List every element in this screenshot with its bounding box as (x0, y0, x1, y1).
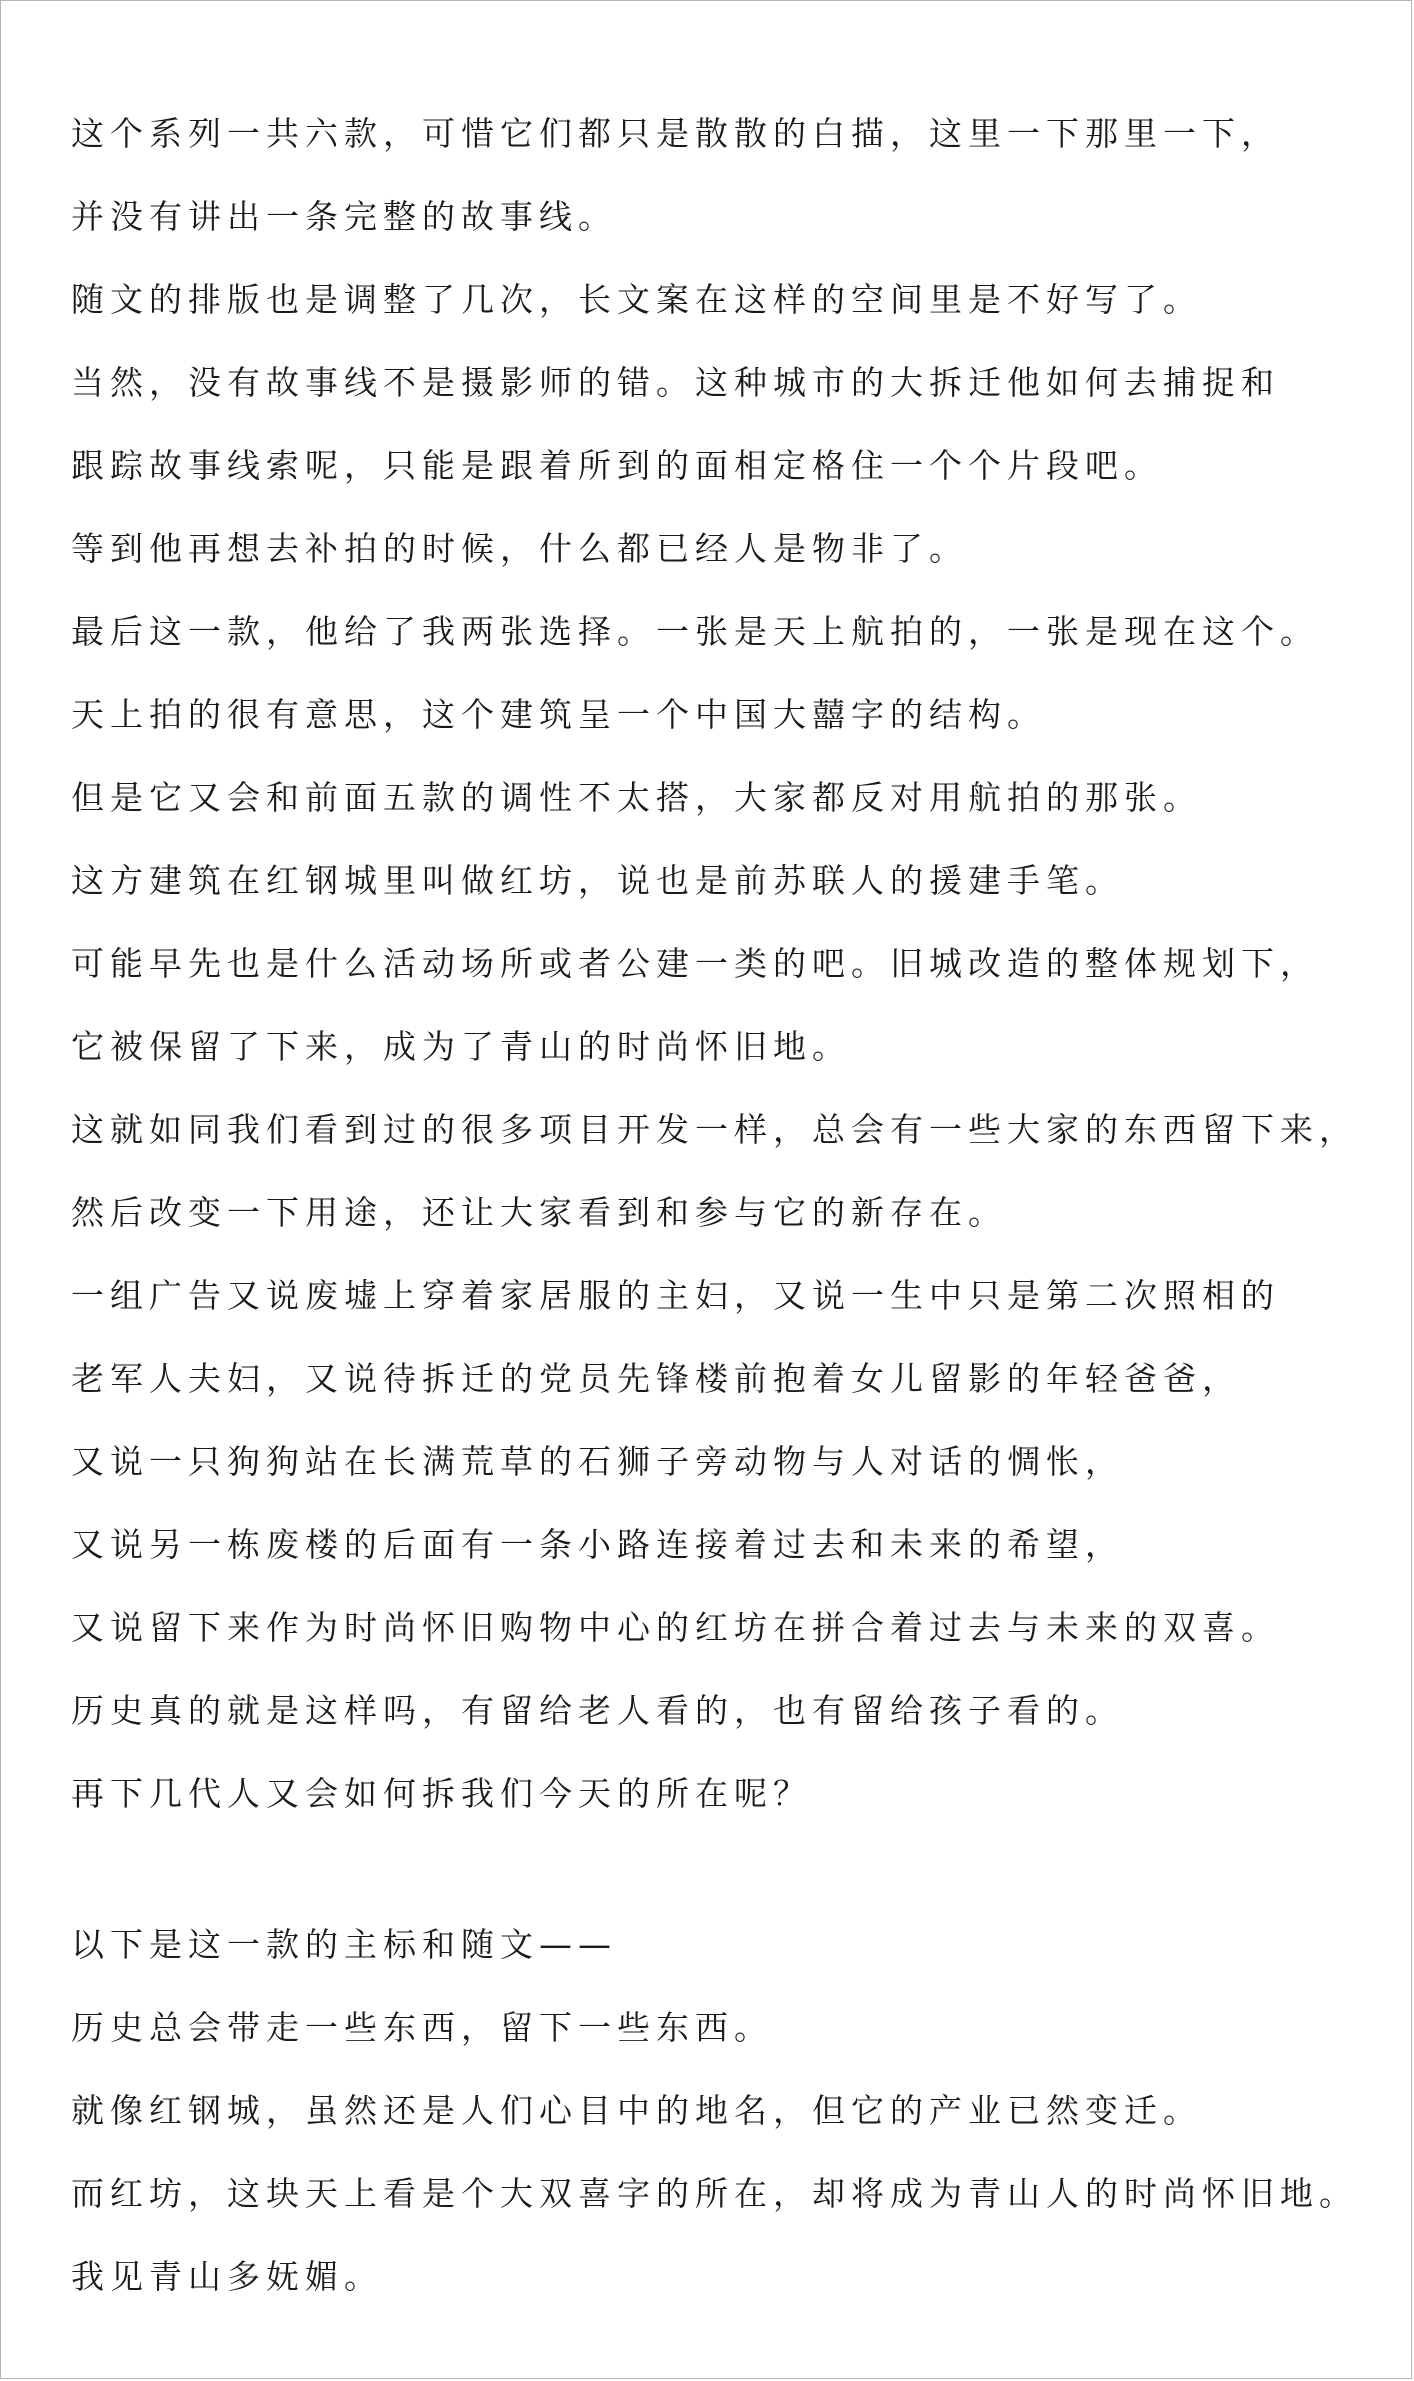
headline-line: 历史总会带走一些东西，留下一些东西。 (71, 2008, 773, 2047)
paragraph-line: 又说留下来作为时尚怀旧购物中心的红坊在拼合着过去与未来的双喜。 (71, 1608, 1280, 1647)
paragraph-line: 并没有讲出一条完整的故事线。 (71, 197, 617, 236)
paragraph-line: 这方建筑在红钢城里叫做红坊，说也是前苏联人的援建手笔。 (71, 861, 1124, 900)
paragraph-line: 当然，没有故事线不是摄影师的错。这种城市的大拆迁他如何去捕捉和 (71, 363, 1280, 402)
paragraph-line: 历史真的就是这样吗，有留给老人看的，也有留给孩子看的。 (71, 1691, 1124, 1730)
paragraph-line: 老军人夫妇，又说待拆迁的党员先锋楼前抱着女儿留影的年轻爸爸， (71, 1359, 1241, 1398)
paragraph-line: 天上拍的很有意思，这个建筑呈一个中国大囍字的结构。 (71, 695, 1046, 734)
closing-line: 我见青山多妩媚。 (71, 2257, 383, 2296)
paragraph-line: 又说一只狗狗站在长满荒草的石狮子旁动物与人对话的惆怅， (71, 1442, 1124, 1481)
paragraph-line: 又说另一栋废楼的后面有一条小路连接着过去和未来的希望， (71, 1525, 1124, 1564)
paragraph-line: 一组广告又说废墟上穿着家居服的主妇，又说一生中只是第二次照相的 (71, 1276, 1280, 1315)
paragraph-line: 最后这一款，他给了我两张选择。一张是天上航拍的，一张是现在这个。 (71, 612, 1319, 651)
section-heading: 以下是这一款的主标和随文—— (71, 1925, 617, 1964)
paragraph-line: 再下几代人又会如何拆我们今天的所在呢？ (71, 1774, 812, 1813)
paragraph-line: 然后改变一下用途，还让大家看到和参与它的新存在。 (71, 1193, 1007, 1232)
paragraph-line: 这个系列一共六款，可惜它们都只是散散的白描，这里一下那里一下， (71, 114, 1280, 153)
headline-line: 就像红钢城，虽然还是人们心目中的地名，但它的产业已然变迁。 (71, 2091, 1202, 2130)
paragraph-line: 这就如同我们看到过的很多项目开发一样，总会有一些大家的东西留下来， (71, 1110, 1358, 1149)
paragraph-line: 跟踪故事线索呢，只能是跟着所到的面相定格住一个个片段吧。 (71, 446, 1163, 485)
headline-line: 而红坊，这块天上看是个大双喜字的所在，却将成为青山人的时尚怀旧地。 (71, 2174, 1358, 2213)
paragraph-line: 等到他再想去补拍的时候，什么都已经人是物非了。 (71, 529, 968, 568)
paragraph-line: 随文的排版也是调整了几次，长文案在这样的空间里是不好写了。 (71, 280, 1202, 319)
paragraph-line: 但是它又会和前面五款的调性不太搭，大家都反对用航拍的那张。 (71, 778, 1202, 817)
paragraph-line: 可能早先也是什么活动场所或者公建一类的吧。旧城改造的整体规划下， (71, 944, 1319, 983)
paragraph-line: 它被保留了下来，成为了青山的时尚怀旧地。 (71, 1027, 851, 1066)
